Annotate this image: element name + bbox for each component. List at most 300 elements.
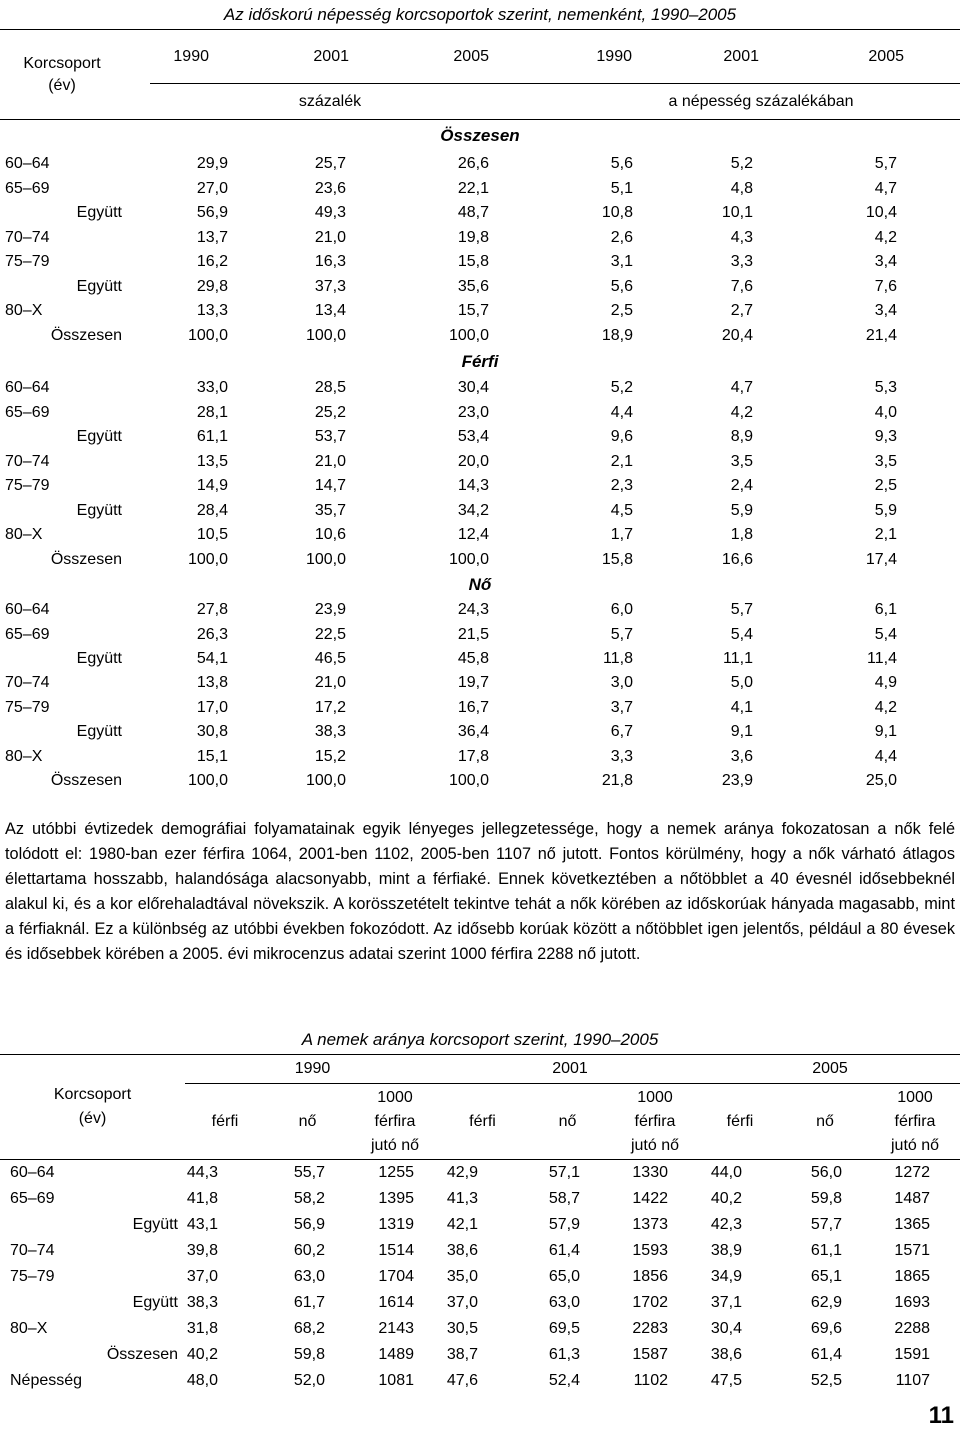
table-cell: 35,0 <box>446 1268 478 1285</box>
row-label: 65–69 <box>5 403 50 421</box>
table-cell: 57,9 <box>548 1216 580 1233</box>
table-row <box>0 622 960 646</box>
table-cell: 1591 <box>894 1346 931 1363</box>
table-cell: 4,8 <box>730 179 753 197</box>
table-row <box>0 548 960 573</box>
table-cell: 13,8 <box>196 674 228 692</box>
row-label: 65–69 <box>10 1190 55 1207</box>
table-cell: 1614 <box>378 1294 414 1311</box>
table-cell: 34,9 <box>710 1268 742 1285</box>
table-cell: 10,4 <box>865 204 897 222</box>
table-cell: 1,7 <box>610 526 633 544</box>
page-number: 11 <box>928 1402 954 1429</box>
section-title: Összesen <box>440 126 520 145</box>
table-cell: 26,6 <box>457 155 489 173</box>
table-row <box>0 450 960 475</box>
table-row <box>0 201 960 226</box>
row-label: Együtt <box>76 501 122 519</box>
table-cell: 69,5 <box>548 1320 580 1337</box>
table-cell: 34,2 <box>457 501 489 519</box>
age-group-header <box>0 30 150 120</box>
year-header: 2001 <box>650 30 770 84</box>
table-cell: 2,4 <box>730 477 753 495</box>
table-cell: 13,5 <box>196 452 228 470</box>
table-cell: 1081 <box>378 1372 414 1389</box>
table-cell: 35,6 <box>457 277 489 295</box>
table-cell: 41,3 <box>446 1190 478 1207</box>
table-cell: 4,5 <box>610 501 633 519</box>
table-cell: 61,1 <box>196 428 228 446</box>
table-cell: 69,6 <box>810 1320 842 1337</box>
row-label: Összesen <box>106 1346 178 1363</box>
table-cell: 38,3 <box>186 1294 218 1311</box>
table-cell: 15,2 <box>314 747 346 765</box>
table-cell: 2143 <box>378 1320 414 1337</box>
table-cell: 2,5 <box>610 302 633 320</box>
table-row <box>0 499 960 524</box>
table-cell: 15,8 <box>601 550 633 568</box>
table-cell: 30,5 <box>446 1320 478 1337</box>
row-label: Népesség <box>10 1372 83 1389</box>
table-cell: 4,0 <box>874 403 897 421</box>
table-cell: 1865 <box>894 1268 931 1285</box>
sex-ratio-table <box>0 1025 960 1394</box>
table-cell: 100,0 <box>305 550 346 568</box>
table-cell: 3,4 <box>874 253 897 271</box>
table-cell: 3,3 <box>730 253 753 271</box>
table-cell: 30,4 <box>457 379 489 397</box>
table-cell: 63,0 <box>293 1268 325 1285</box>
table-cell: 4,9 <box>874 674 897 692</box>
male-header: férfi <box>700 1084 780 1160</box>
row-label: 60–64 <box>10 1164 55 1181</box>
table-cell: 38,9 <box>710 1242 742 1259</box>
table-cell: 59,8 <box>293 1346 325 1363</box>
table-cell: 3,1 <box>610 253 633 271</box>
table-cell: 5,2 <box>730 155 753 173</box>
table-cell: 2,6 <box>610 228 633 246</box>
age-group-header <box>0 1055 185 1160</box>
row-label: Együtt <box>76 204 122 222</box>
table-cell: 1,8 <box>730 526 753 544</box>
table-cell: 100,0 <box>305 326 346 344</box>
table-cell: 1319 <box>378 1216 414 1233</box>
table-cell: 28,5 <box>314 379 346 397</box>
table-cell: 9,1 <box>730 723 753 741</box>
row-label: Összesen <box>50 550 122 568</box>
table-cell: 12,4 <box>457 526 489 544</box>
table-cell: 57,7 <box>810 1216 842 1233</box>
table-cell: 3,4 <box>874 302 897 320</box>
table-cell: 3,5 <box>730 452 753 470</box>
year-header: 1990 <box>510 30 650 84</box>
table-cell: 100,0 <box>448 550 489 568</box>
section-heading-row <box>0 348 960 376</box>
table-cell: 4,7 <box>874 179 897 197</box>
table-cell: 42,1 <box>446 1216 478 1233</box>
table-cell: 4,4 <box>610 403 633 421</box>
row-label: 80–X <box>10 1320 48 1337</box>
year-header-row <box>0 30 960 84</box>
table-cell: 33,0 <box>196 379 228 397</box>
table-cell: 38,6 <box>446 1242 478 1259</box>
table-cell: 37,0 <box>186 1268 218 1285</box>
table-cell: 1365 <box>894 1216 931 1233</box>
table-row <box>0 1212 960 1238</box>
table-cell: 8,9 <box>730 428 753 446</box>
table-cell: 22,5 <box>314 625 346 643</box>
table-cell: 47,5 <box>710 1372 742 1389</box>
table-cell: 27,0 <box>196 179 228 197</box>
table-cell: 55,7 <box>293 1164 325 1181</box>
table-cell: 100,0 <box>448 771 489 789</box>
ratio-header <box>350 1084 440 1160</box>
table-cell: 25,7 <box>314 155 346 173</box>
table-cell: 4,2 <box>730 403 753 421</box>
table-cell: 38,3 <box>314 723 346 741</box>
table-cell: 17,2 <box>314 698 346 716</box>
table-cell: 46,5 <box>314 649 346 667</box>
section-title: Férfi <box>461 352 499 371</box>
table-cell: 1330 <box>632 1164 668 1181</box>
table-cell: 13,7 <box>196 228 228 246</box>
table-title: Az időskorú népesség korcsoportok szerint, nemenként, 1990–2005 <box>0 0 960 30</box>
table-cell: 11,1 <box>723 649 753 667</box>
row-label: Együtt <box>132 1216 178 1233</box>
table-cell: 21,8 <box>601 771 633 789</box>
table-cell: 25,0 <box>865 771 897 789</box>
table-cell: 5,1 <box>610 179 633 197</box>
table-cell: 24,3 <box>457 601 489 619</box>
table-cell: 27,8 <box>196 601 228 619</box>
table-cell: 60,2 <box>293 1242 325 1259</box>
table-row <box>0 425 960 450</box>
table-cell: 23,9 <box>721 771 753 789</box>
year-header: 2005 <box>370 30 510 84</box>
table-row <box>0 152 960 177</box>
table-cell: 44,0 <box>710 1164 742 1181</box>
table-cell: 37,1 <box>710 1294 742 1311</box>
table-cell: 57,1 <box>548 1164 580 1181</box>
table-cell: 1693 <box>894 1294 931 1311</box>
table-cell: 4,7 <box>730 379 753 397</box>
table-row <box>0 1290 960 1316</box>
table-cell: 31,8 <box>186 1320 218 1337</box>
row-label: 70–74 <box>10 1242 55 1259</box>
table-cell: 3,7 <box>610 698 633 716</box>
table-row <box>0 1160 960 1187</box>
table-cell: 5,9 <box>874 501 897 519</box>
female-header: nő <box>780 1084 870 1160</box>
table-cell: 1489 <box>378 1346 414 1363</box>
table-row <box>0 720 960 744</box>
table-row <box>0 671 960 695</box>
table-cell: 2,1 <box>874 526 897 544</box>
table-cell: 61,1 <box>810 1242 842 1259</box>
table-cell: 29,9 <box>196 155 228 173</box>
table-cell: 100,0 <box>448 326 489 344</box>
table-cell: 21,0 <box>314 452 346 470</box>
table-cell: 52,0 <box>293 1372 325 1389</box>
table-cell: 16,3 <box>314 253 346 271</box>
table-row <box>0 1264 960 1290</box>
section-heading-row <box>0 572 960 598</box>
table-cell: 13,3 <box>196 302 228 320</box>
table-cell: 5,4 <box>730 625 753 643</box>
table-cell: 4,2 <box>874 228 897 246</box>
table-title: A nemek aránya korcsoport szerint, 1990–2005 <box>0 1025 960 1055</box>
row-label: 70–74 <box>5 228 50 246</box>
row-label: Együtt <box>132 1294 178 1311</box>
row-label: 70–74 <box>5 452 50 470</box>
table-cell: 21,5 <box>457 625 489 643</box>
table-row <box>0 1316 960 1342</box>
row-label: 70–74 <box>5 674 50 692</box>
table-cell: 1422 <box>632 1190 668 1207</box>
table-cell: 17,0 <box>196 698 228 716</box>
table-cell: 20,4 <box>721 326 753 344</box>
table-cell: 48,0 <box>186 1372 218 1389</box>
table-cell: 11,8 <box>603 649 633 667</box>
table-cell: 1373 <box>632 1216 668 1233</box>
table-cell: 1272 <box>894 1164 931 1181</box>
table-cell: 35,7 <box>314 501 346 519</box>
table-cell: 9,6 <box>610 428 633 446</box>
table-cell: 1702 <box>632 1294 668 1311</box>
table-row <box>0 177 960 202</box>
table-cell: 2,3 <box>610 477 633 495</box>
table-row <box>0 1186 960 1212</box>
table-cell: 56,9 <box>196 204 228 222</box>
table-cell: 5,6 <box>610 155 633 173</box>
table-cell: 22,1 <box>457 179 489 197</box>
table-row <box>0 1238 960 1264</box>
table-cell: 6,0 <box>610 601 633 619</box>
table-cell: 4,3 <box>730 228 753 246</box>
table-cell: 44,3 <box>186 1164 218 1181</box>
year-header: 2001 <box>440 1055 700 1084</box>
table-cell: 3,6 <box>730 747 753 765</box>
table-title-row <box>0 0 960 30</box>
table-cell: 1593 <box>632 1242 668 1259</box>
year-header: 2001 <box>250 30 370 84</box>
row-label: 75–79 <box>5 698 50 716</box>
table-row <box>0 647 960 671</box>
table-cell: 3,5 <box>874 452 897 470</box>
table-cell: 1102 <box>633 1372 668 1389</box>
table-cell: 25,2 <box>314 403 346 421</box>
table-cell: 23,6 <box>314 179 346 197</box>
table-cell: 9,1 <box>874 723 897 741</box>
table-cell: 2,7 <box>730 302 753 320</box>
ratio-header-line: 1000 <box>897 1088 933 1106</box>
table-cell: 4,4 <box>874 747 897 765</box>
table-cell: 37,3 <box>314 277 346 295</box>
table-cell: 5,7 <box>610 625 633 643</box>
ratio-header-line: 1000 <box>377 1088 413 1106</box>
table-cell: 5,7 <box>730 601 753 619</box>
year-header: 2005 <box>770 30 960 84</box>
row-label: Együtt <box>76 649 122 667</box>
row-label: 60–64 <box>5 155 50 173</box>
table-cell: 14,7 <box>314 477 346 495</box>
ratio-header-line: jutó nő <box>370 1136 420 1154</box>
table-cell: 40,2 <box>710 1190 742 1207</box>
table-cell: 47,6 <box>446 1372 478 1389</box>
table-cell: 37,0 <box>446 1294 478 1311</box>
table-cell: 1856 <box>632 1268 668 1285</box>
table-row <box>0 401 960 426</box>
table-cell: 58,2 <box>293 1190 325 1207</box>
row-label: Összesen <box>50 326 122 344</box>
table-row <box>0 1368 960 1394</box>
table-cell: 45,8 <box>457 649 489 667</box>
table-cell: 9,3 <box>874 428 897 446</box>
table-cell: 15,7 <box>457 302 489 320</box>
table-row <box>0 250 960 275</box>
row-label: Együtt <box>76 277 122 295</box>
ratio-header <box>610 1084 700 1160</box>
table-cell: 30,4 <box>710 1320 742 1337</box>
table-row <box>0 598 960 622</box>
table-cell: 29,8 <box>196 277 228 295</box>
table-cell: 2283 <box>632 1320 668 1337</box>
table-cell: 2,5 <box>874 477 897 495</box>
table-cell: 5,9 <box>730 501 753 519</box>
table-cell: 65,1 <box>810 1268 842 1285</box>
table-title-row <box>0 1025 960 1055</box>
table-cell: 15,8 <box>457 253 489 271</box>
table-row <box>0 769 960 793</box>
table-cell: 6,1 <box>874 601 897 619</box>
table-cell: 13,4 <box>314 302 346 320</box>
table-cell: 100,0 <box>187 550 228 568</box>
table-cell: 1587 <box>632 1346 668 1363</box>
table-cell: 1514 <box>378 1242 414 1259</box>
row-label: Együtt <box>76 428 122 446</box>
ratio-header-line: férfira <box>894 1112 936 1130</box>
table-cell: 19,8 <box>457 228 489 246</box>
table-cell: 41,8 <box>186 1190 218 1207</box>
table-row <box>0 299 960 324</box>
table-cell: 10,5 <box>196 526 228 544</box>
ratio-header-line: férfira <box>634 1112 676 1130</box>
table-cell: 21,0 <box>314 228 346 246</box>
table-row <box>0 744 960 768</box>
table-cell: 1704 <box>378 1268 414 1285</box>
table-cell: 56,0 <box>810 1164 842 1181</box>
table-row <box>0 1342 960 1368</box>
row-label: Összesen <box>50 771 122 789</box>
table-cell: 10,1 <box>721 204 753 222</box>
table-cell: 7,6 <box>730 277 753 295</box>
age-group-header-line1: Korcsoport <box>53 1086 132 1103</box>
table-cell: 63,0 <box>548 1294 580 1311</box>
table-cell: 4,2 <box>874 698 897 716</box>
table-cell: 61,4 <box>548 1242 580 1259</box>
table-cell: 1487 <box>894 1190 931 1207</box>
table-cell: 53,4 <box>457 428 489 446</box>
table-cell: 18,9 <box>601 326 633 344</box>
table-cell: 21,4 <box>865 326 897 344</box>
table-cell: 1107 <box>895 1372 931 1389</box>
table-cell: 26,3 <box>196 625 228 643</box>
table-cell: 10,6 <box>314 526 346 544</box>
row-label: Együtt <box>76 723 122 741</box>
table-cell: 49,3 <box>314 204 346 222</box>
table-cell: 36,4 <box>457 723 489 741</box>
table-cell: 15,1 <box>196 747 228 765</box>
year-header-row <box>0 1055 960 1084</box>
table-cell: 38,6 <box>710 1346 742 1363</box>
year-header: 2005 <box>700 1055 960 1084</box>
table-cell: 39,8 <box>186 1242 218 1259</box>
ratio-header <box>870 1084 960 1160</box>
table-cell: 3,0 <box>610 674 633 692</box>
table-cell: 38,7 <box>446 1346 478 1363</box>
table-cell: 16,6 <box>721 550 753 568</box>
table-cell: 43,1 <box>186 1216 218 1233</box>
table-cell: 1255 <box>378 1164 414 1181</box>
table-cell: 100,0 <box>187 326 228 344</box>
body-paragraph: Az utóbbi évtizedek demográfiai folyamatainak egyik lényeges jellegzetessége, hogy a nemek aránya fokozatosan a nők felé tolódott el: 1980-ban ezer férfira 1064, 2001-ben 1102, 2005-ben 1107 nő jutott. Fontos körülmény, hogy a nők várható átlagos élettartama hosszabb, halandósága alacsonyabb, mint a férfiaké. Ennek következtében a nőtöbblet a 40 évesnél idősebbeknél alakul ki, és a kor előrehaladtával növekszik. A korösszetételt tekintve tehát a nők körében az időskorúak hányada magasabb, mint a férfiaknál. Ez a különbség az utóbbi években fokozódott. Az idősebb korúak között a nőtöbblet igen jelentős, például a 80 évesek és idősebbek körében a 2005. évi mikrocenzus adatai szerint 1000 férfira 2288 nő jutott. <box>5 820 955 963</box>
table-cell: 1395 <box>378 1190 414 1207</box>
year-header: 1990 <box>150 30 250 84</box>
row-label: 80–X <box>5 747 43 765</box>
table-cell: 100,0 <box>305 771 346 789</box>
table-cell: 54,1 <box>196 649 228 667</box>
row-label: 65–69 <box>5 625 50 643</box>
row-label: 75–79 <box>10 1268 55 1285</box>
female-header: nő <box>525 1084 610 1160</box>
table-cell: 5,6 <box>610 277 633 295</box>
row-label: 80–X <box>5 302 43 320</box>
table-cell: 21,0 <box>314 674 346 692</box>
table-cell: 16,2 <box>196 253 228 271</box>
ratio-header-line: férfira <box>374 1112 416 1130</box>
table-cell: 65,0 <box>548 1268 580 1285</box>
row-label: 60–64 <box>5 379 50 397</box>
table-cell: 19,7 <box>457 674 489 692</box>
table-cell: 17,4 <box>865 550 897 568</box>
table-cell: 7,6 <box>874 277 897 295</box>
table-cell: 6,7 <box>610 723 633 741</box>
section-title: Nő <box>468 575 492 594</box>
table-cell: 14,3 <box>457 477 489 495</box>
table-cell: 20,0 <box>457 452 489 470</box>
male-header: férfi <box>185 1084 265 1160</box>
table-cell: 1571 <box>894 1242 931 1259</box>
table-cell: 40,2 <box>186 1346 218 1363</box>
table-row <box>0 275 960 300</box>
table-cell: 53,7 <box>314 428 346 446</box>
table-cell: 10,8 <box>601 204 633 222</box>
table-cell: 48,7 <box>457 204 489 222</box>
table-cell: 59,8 <box>810 1190 842 1207</box>
table-cell: 11,4 <box>867 649 897 667</box>
table-cell: 3,3 <box>610 747 633 765</box>
table-cell: 68,2 <box>293 1320 325 1337</box>
table-cell: 28,1 <box>196 403 228 421</box>
table-row <box>0 523 960 548</box>
table-cell: 5,4 <box>874 625 897 643</box>
male-header: férfi <box>440 1084 525 1160</box>
row-label: 60–64 <box>5 601 50 619</box>
table-cell: 61,7 <box>293 1294 325 1311</box>
table-row <box>0 376 960 401</box>
section-heading-row <box>0 120 960 153</box>
table-cell: 52,5 <box>810 1372 842 1389</box>
